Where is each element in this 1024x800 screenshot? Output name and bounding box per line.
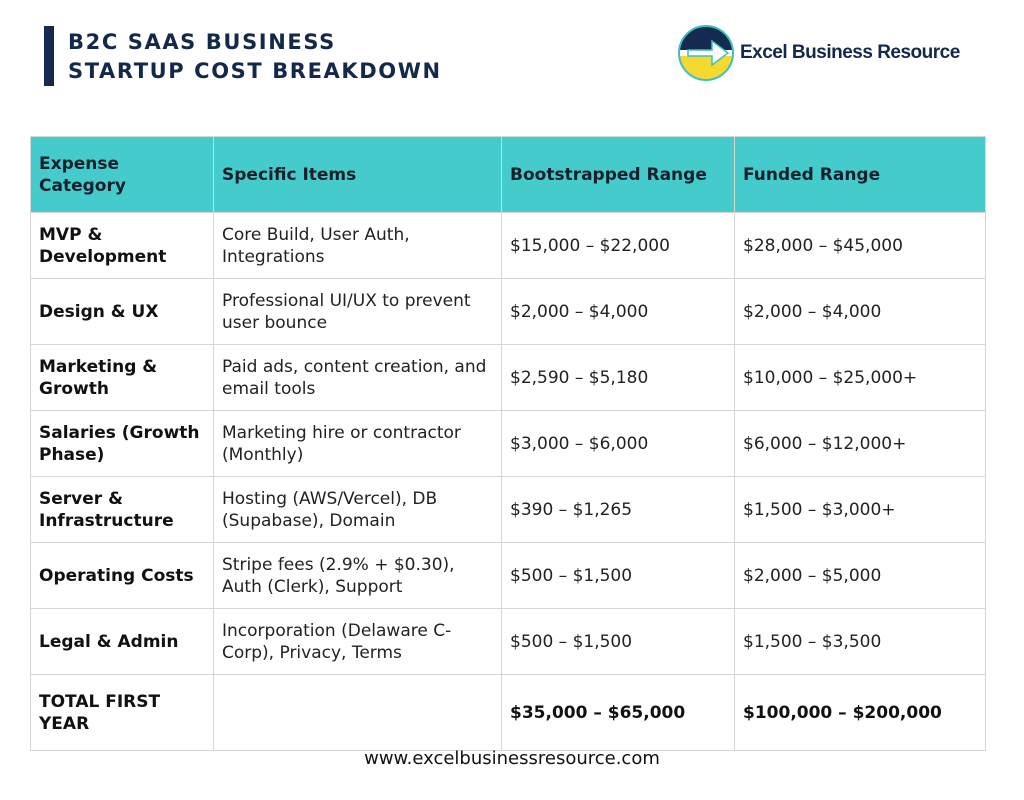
circle-arrow-logo-icon — [678, 25, 734, 81]
cell-items: Marketing hire or contractor (Monthly) — [214, 411, 502, 477]
total-bootstrapped: $35,000 – $65,000 — [502, 675, 735, 751]
total-row — [31, 675, 986, 751]
startup-cost-table — [30, 136, 986, 751]
cell-items: Paid ads, content creation, and email tools — [214, 345, 502, 411]
footer-url[interactable]: www.excelbusinessresource.com — [364, 748, 660, 769]
table-header-row — [31, 137, 986, 213]
table-row — [31, 279, 986, 345]
cell-bootstrapped: $500 – $1,500 — [502, 609, 735, 675]
table-row — [31, 543, 986, 609]
column-header-funded: Funded Range — [735, 137, 986, 213]
brand-logo[interactable] — [678, 25, 960, 81]
cell-items: Core Build, User Auth, Integrations — [214, 213, 502, 279]
cell-category: Salaries (Growth Phase) — [31, 411, 214, 477]
cell-items: Professional UI/UX to prevent user bounce — [214, 279, 502, 345]
cell-category: MVP & Development — [31, 213, 214, 279]
cell-funded: $1,500 – $3,000+ — [735, 477, 986, 543]
title-line-2: STARTUP COST BREAKDOWN — [68, 59, 442, 83]
table-row — [31, 477, 986, 543]
column-header-items: Specific Items — [214, 137, 502, 213]
logo-text: Excel Business Resource — [740, 42, 960, 63]
cell-bootstrapped: $390 – $1,265 — [502, 477, 735, 543]
cell-bootstrapped: $3,000 – $6,000 — [502, 411, 735, 477]
cell-funded: $28,000 – $45,000 — [735, 213, 986, 279]
cell-funded: $2,000 – $4,000 — [735, 279, 986, 345]
table-row — [31, 411, 986, 477]
cell-items: Incorporation (Delaware C-Corp), Privacy, Terms — [214, 609, 502, 675]
cell-items: Stripe fees (2.9% + $0.30), Auth (Clerk), Support — [214, 543, 502, 609]
cell-funded: $1,500 – $3,500 — [735, 609, 986, 675]
column-header-bootstrapped: Bootstrapped Range — [502, 137, 735, 213]
table-row — [31, 345, 986, 411]
cell-bootstrapped: $2,590 – $5,180 — [502, 345, 735, 411]
cell-category: Server & Infrastructure — [31, 477, 214, 543]
cell-category: Operating Costs — [31, 543, 214, 609]
cell-items: Hosting (AWS/Vercel), DB (Supabase), Domain — [214, 477, 502, 543]
cell-bootstrapped: $15,000 – $22,000 — [502, 213, 735, 279]
column-header-category: Expense Category — [31, 137, 214, 213]
cell-funded: $2,000 – $5,000 — [735, 543, 986, 609]
total-items — [214, 675, 502, 751]
title-line-1: B2C SAAS BUSINESS — [68, 30, 336, 54]
cell-bootstrapped: $2,000 – $4,000 — [502, 279, 735, 345]
title-accent-bar — [44, 26, 54, 86]
cell-category: Design & UX — [31, 279, 214, 345]
total-label: TOTAL FIRST YEAR — [31, 675, 214, 751]
page-title — [68, 28, 442, 86]
cell-category: Marketing & Growth — [31, 345, 214, 411]
cell-funded: $6,000 – $12,000+ — [735, 411, 986, 477]
cell-funded: $10,000 – $25,000+ — [735, 345, 986, 411]
total-funded: $100,000 – $200,000 — [735, 675, 986, 751]
cell-bootstrapped: $500 – $1,500 — [502, 543, 735, 609]
table-row — [31, 213, 986, 279]
table-row — [31, 609, 986, 675]
cell-category: Legal & Admin — [31, 609, 214, 675]
